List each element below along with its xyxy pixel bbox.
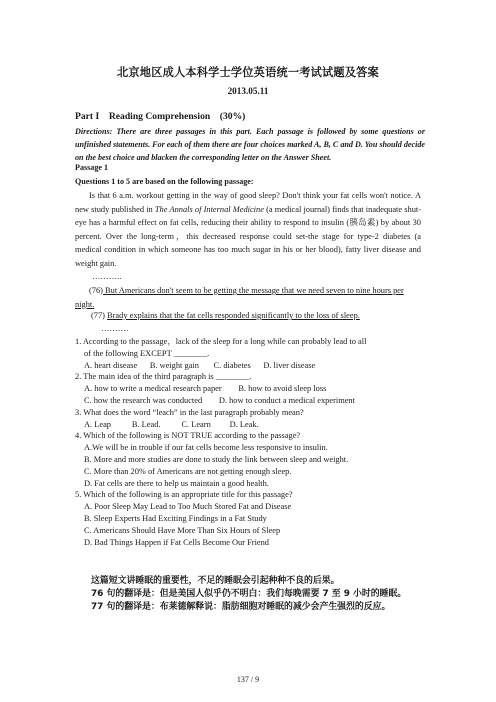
paragraph-text-1: Is that 6 a.m. workout getting in the way of good sleep? Don't think your fat cells won't notice. A new study published in — [75, 191, 421, 214]
option-line: C. More than 20% of Americans are not getting enough sleep. — [84, 466, 292, 476]
question-2 — [75, 371, 425, 406]
chinese-answer-notes — [75, 575, 425, 614]
chinese-translation-77: 77 句的翻译是：布莱德解释说：脂肪细胞对睡眠的减少会产生强烈的反应。 — [91, 602, 391, 612]
document-title: 北京地区成人本科学士学位英语统一考试试题及答案 — [117, 66, 379, 79]
option-line: D. Fat cells are there to help us maintain a good health. — [84, 478, 269, 488]
option-line: C. Americans Should Have More Than Six Hours of Sleep — [84, 525, 281, 535]
directions-text: Directions: There are three passages in this part. Each passage is followed by some questions or unfinished statements. For each of them there are four choices marked A, B, C and D. You should decide on the best choice and blacken the corresponding letter on the Answer Sheet. — [75, 127, 425, 162]
chinese-translation-76: 76 句的翻译是：但是美国人似乎仍不明白：我们每晚需要 7 至 9 小时的睡眠。 — [91, 589, 407, 599]
question-list — [75, 336, 425, 548]
ellipsis-2: ………. — [101, 324, 129, 333]
option-line: C. how the research was conducted D. how to conduct a medical experiment — [84, 395, 355, 405]
option-line: B. More and more studies are done to study the link between sleep and weight. — [84, 454, 349, 464]
question-stem: 1. According to the passage，lack of the sleep for a long while can probably lead to all — [75, 337, 367, 346]
passage-paragraph — [75, 189, 421, 271]
sentence-76-text: But Americans don't seem to be getting the message that we need seven to nine hours per night. — [75, 286, 404, 309]
question-stem: 3. What does the word “leach” in the last paragraph probably mean? — [75, 407, 304, 417]
paragraph-text-2: (a medical journal) finds that inadequate shut-eye has a harmful effect on fat cells, reducing their ability to respond to insulin (胰岛素) by about 30 percent. Over the long-term，this decreased response could set-the stage for type-2 diabetes (a medical condition in which someone has too much sugar in his or her blood), fatty liver disease and weight gain. — [75, 204, 422, 268]
question-3 — [75, 407, 425, 431]
question-5 — [75, 489, 425, 548]
option-line: A. Poor Sleep May Lead to Too Much Stored Fat and Disease — [84, 502, 292, 512]
sentence-76-number: (76) — [89, 286, 103, 295]
question-1 — [75, 336, 425, 371]
ellipsis-1: ……….. — [92, 272, 122, 281]
page-number: 137 / 9 — [236, 675, 260, 684]
option-line: A. heart disease B. weight gain C. diabetes D. liver disease — [84, 360, 316, 370]
exam-date: 2013.05.11 — [227, 86, 269, 96]
sentence-77 — [91, 311, 360, 320]
sentence-77-number: (77) — [91, 311, 108, 320]
question-4 — [75, 430, 425, 489]
part-heading: Part I Reading Comprehension (30%) — [75, 111, 246, 122]
question-stem: 5. Which of the following is an appropriate title for this passage? — [75, 490, 293, 500]
question-stem: 2. The main idea of the third paragraph is ________. — [75, 372, 252, 382]
question-stem-cont: of the following EXCEPT ________. — [84, 348, 210, 358]
question-stem: 4. Which of the following is NOT TRUE according to the passage? — [75, 431, 301, 441]
sentence-77-text: Brady explains that the fat cells responded significantly to the loss of sleep. — [107, 311, 360, 320]
option-line: B. Sleep Experts Had Exciting Findings in a Fat Study — [84, 513, 267, 523]
option-line: A.We will be in trouble if our fat cells become less responsive to insulin. — [84, 443, 328, 453]
option-line: A. Leap B. Lead. C. Learn D. Leak. — [84, 419, 259, 429]
sentence-76 — [75, 284, 421, 311]
passage-label: Passage 1 — [75, 163, 109, 172]
journal-name: The Annals of Internal Medicine — [154, 204, 264, 214]
option-line: D. Bad Things Happen if Fat Cells Become Our Friend — [84, 537, 269, 547]
option-line: A. how to write a medical research paper B. how to avoid sleep loss — [84, 384, 327, 394]
chinese-summary: 这篇短文讲睡眠的重要性，不足的睡眠会引起种种不良的后果。 — [91, 576, 340, 586]
questions-header: Questions 1 to 5 are based on the following passage: — [75, 177, 254, 186]
